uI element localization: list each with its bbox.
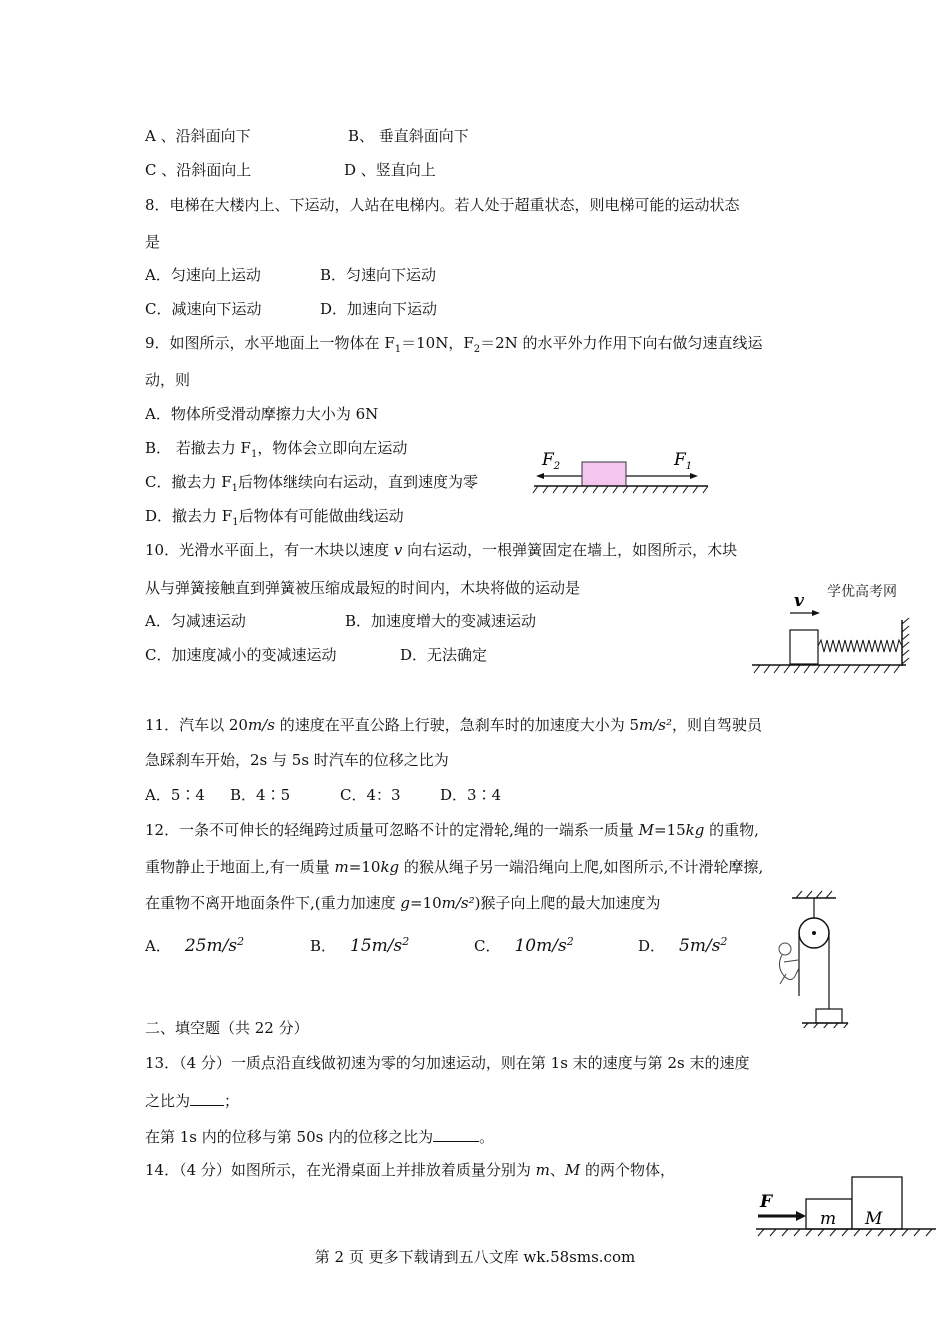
q9-force-diagram	[528, 445, 713, 497]
f1-label: $F_1$	[674, 450, 693, 472]
q12-option-d: D． $5m/s^2$	[638, 935, 728, 956]
q11-stem-line1: 11．汽车以 20m/s 的速度在平直公路上行驶，急刹车时的加速度大小为 5m/s²，则自驾驶员	[145, 716, 763, 734]
page-footer: 第 2 页 更多下载请到五八文库 wk.58sms.com	[314, 1248, 636, 1266]
spring	[818, 640, 902, 652]
q9-option-d: D．撤去力 $F_1$后物体有可能做曲线运动	[145, 507, 404, 528]
ceiling-hatching	[796, 891, 832, 898]
section-heading: 二、填空题（共 22 分）	[145, 1019, 309, 1037]
q12-option-c: C． $10m/s^2$	[474, 935, 574, 956]
q11-option-a: A．5∶4	[145, 786, 205, 804]
q10-option-d: D．无法确定	[400, 646, 488, 664]
q11-option-c: C．4：3	[340, 786, 401, 804]
q9-stem-line2: 动，则	[145, 371, 191, 389]
q8-option-c: C．减速向下运动	[145, 300, 262, 318]
q10-spring-diagram	[750, 580, 915, 680]
q10-option-c: C．加速度减小的变减速运动	[145, 646, 337, 664]
q14-line1: 14．（4 分）如图所示，在光滑桌面上并排放着质量分别为 m、M 的两个物体，	[145, 1161, 676, 1179]
table-hatching	[758, 1229, 932, 1236]
q14-blocks-diagram	[752, 1172, 940, 1240]
q8-option-a: A．匀速向上运动	[145, 266, 261, 284]
q9-option-a: A．物体所受滑动摩擦力大小为 6N	[145, 405, 379, 423]
q10-option-b: B．加速度增大的变减速运动	[345, 612, 537, 630]
q13-line2: 之比为 ；	[145, 1089, 239, 1111]
ground-hatching	[533, 486, 708, 493]
block	[582, 462, 626, 486]
f2-label: $F_2$	[542, 450, 561, 472]
floor-hatching	[754, 665, 900, 673]
q10-stem-line1: 10．光滑水平面上，有一木块以速度 v 向右运动，一根弹簧固定在墙上，如图所示，木块	[145, 541, 738, 559]
q7-option-a: A 、沿斜面向下	[145, 127, 251, 145]
q12-stem-line3: 在重物不离开地面条件下,(重力加速度 g=10m/s²)猴子向上爬的最大加速度为	[145, 894, 661, 912]
q7-option-b: B、 垂直斜面向下	[348, 127, 469, 145]
q10-option-a: A．匀减速运动	[145, 612, 246, 630]
q8-option-b: B．匀速向下运动	[320, 266, 437, 284]
q11-option-b: B．4∶5	[230, 786, 291, 804]
block-big-m-label: M	[865, 1209, 883, 1229]
q8-option-d: D．加速向下运动	[320, 300, 438, 318]
wood-block	[790, 630, 818, 664]
q12-stem-line1: 12．一条不可伸长的轻绳跨过质量可忽略不计的定滑轮,绳的一端系一质量 M=15kg 的重物,	[145, 821, 759, 839]
q11-option-d: D．3∶4	[440, 786, 502, 804]
q12-option-b: B． $15m/s^2$	[310, 935, 410, 956]
q9-stem-line1: 9．如图所示，水平地面上一物体在 $F_1=10N$，$F_2=2N$ 的水平外力作用下向右做匀速直线运	[145, 334, 763, 355]
q8-stem-line2: 是	[145, 233, 161, 251]
q10-stem-line2: 从与弹簧接触直到弹簧被压缩成最短的时间内，木块将做的运动是	[145, 579, 581, 597]
watermark: 学优高考网	[827, 583, 897, 599]
q7-option-c: C 、沿斜面向上	[145, 161, 252, 179]
monkey	[779, 943, 799, 984]
q11-stem-line2: 急踩刹车开始，2s 与 5s 时汽车的位移之比为	[145, 751, 449, 769]
v-label: v	[794, 591, 804, 611]
q9-option-c: C．撤去力 $F_1$后物体继续向右运动，直到速度为零	[145, 473, 479, 494]
q7-option-d: D 、竖直向上	[344, 161, 436, 179]
q13-line1: 13．（4 分）一质点沿直线做初速为零的匀加速运动，则在第 1s 末的速度与第 2s 末的速度	[145, 1054, 750, 1072]
block-m-label: m	[820, 1209, 837, 1229]
wall-hatching	[902, 618, 909, 664]
q12-option-a: A． $25m/s^2$	[145, 935, 245, 956]
q9-option-b: B． 若撤去力 $F_1$，物体会立即向左运动	[145, 439, 408, 460]
q13-line3: 在第 1s 内的位移与第 50s 内的位移之比为 。	[145, 1125, 494, 1147]
q12-stem-line2: 重物静止于地面上,有一质量 m=10kg 的猴从绳子另一端沿绳向上爬,如图所示,不计滑轮摩擦,	[145, 858, 764, 876]
f-label: F	[760, 1192, 773, 1212]
weight-block	[816, 1009, 842, 1023]
q12-pulley-diagram	[770, 888, 850, 1028]
q8-stem-line1: 8．电梯在大楼内上、下运动，人站在电梯内。若人处于超重状态，则电梯可能的运动状态	[145, 196, 740, 214]
q13-blank-1[interactable]	[190, 1089, 224, 1106]
q13-blank-2[interactable]	[433, 1125, 479, 1142]
